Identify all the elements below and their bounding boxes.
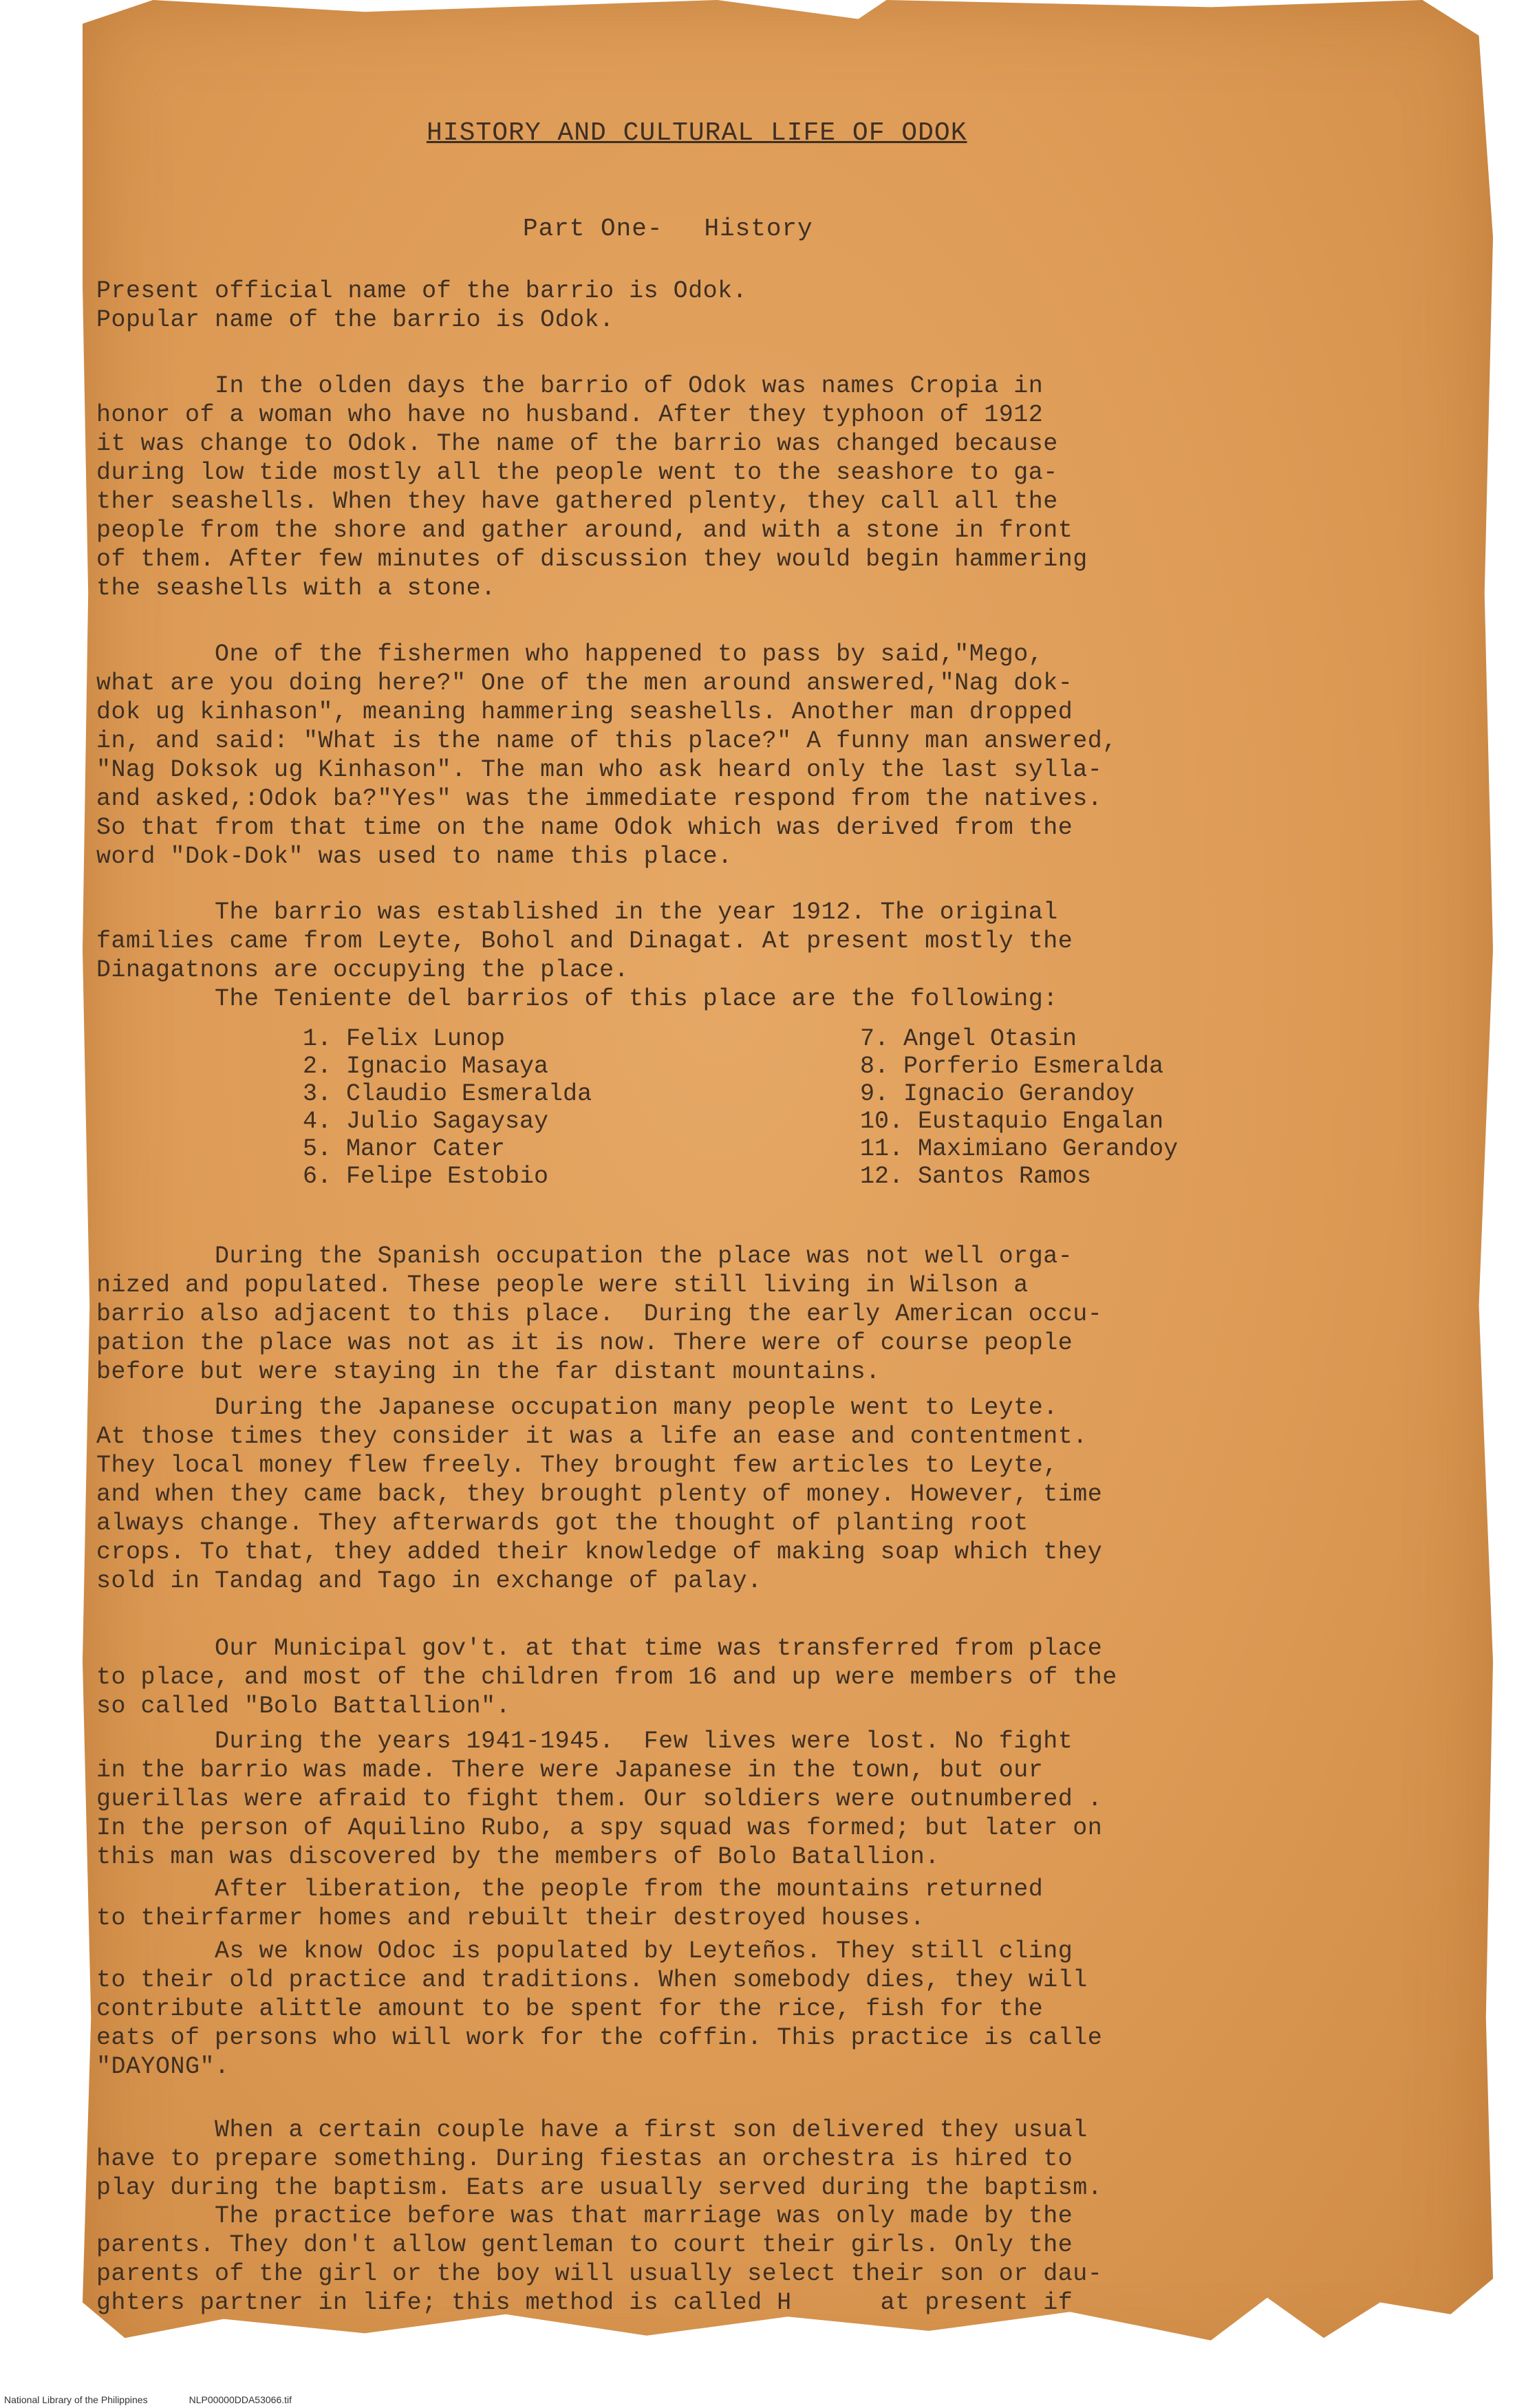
paragraph-marriage: The practice before was that marriage was only made by the parents. They don't allow gentleman to court their girls. Only the parents of the girl or the boy will usually select their son or dau- ghters partner in life; this method is called H at present if (96, 2202, 1103, 2316)
footer-institution: National Library of the Philippines (4, 2394, 148, 2405)
barrio-name-lines: Present official name of the barrio is Odok. Popular name of the barrio is Odok. (96, 277, 748, 334)
document-title: HISTORY AND CULTURAL LIFE OF ODOK (427, 118, 967, 148)
subtitle-name: History (704, 215, 813, 243)
scan-footer (4, 2394, 292, 2405)
paragraph-municipal-government: Our Municipal gov't. at that time was transferred from place to place, and most of the children from 16 and up were members of the so called "Bolo Battallion". (96, 1635, 1117, 1720)
paragraph-established: The barrio was established in the year 1912. The original families came from Leyte, Bohol and Dinagat. At present mostly the Dinagatnons are occupying the place. The Teniente del barrios of this place are the following: (96, 899, 1073, 1013)
list-item: 11. Maximiano Gerandoy (860, 1135, 1179, 1163)
paragraph-baptism: When a certain couple have a first son delivered they usual have to prepare something. During fiestas an orchestra is hired to play during the baptism. Eats are usually served during the baptism. (96, 2116, 1103, 2202)
tenientes-list-left (303, 1025, 826, 1190)
list-item: 3. Claudio Esmeralda (303, 1080, 592, 1108)
paragraph-spanish-occupation: During the Spanish occupation the place was not well orga- nized and populated. These people were still living in Wilson a barrio also adjacent to this place. During the early American occu- pation the place was not as it is now. There were of course people before but were staying in the far distant mountains. (96, 1243, 1103, 1386)
list-item: 6. Felipe Estobio (303, 1163, 549, 1190)
paragraph-japanese-occupation: During the Japanese occupation many people went to Leyte. At those times they consider it was a life an ease and contentment. They local money flew freely. They brought few articles to Leyte, and when they came back, they brought plenty of money. However, time always change. They afterwards got the thought of planting root crops. To that, they added their knowledge of making soap which they sold in Tandag and Tago in exchange of palay. (96, 1394, 1103, 1595)
paragraph-fisherman: One of the fishermen who happened to pass by said,"Mego, what are you doing here?" One of the men around answered,"Nag dok- dok ug kinhason", meaning hammering seashells. Another man dropped in, and said: "What is the name of this place?" A funny man answered, "Nag Doksok ug Kinhason". The man who ask heard only the last sylla- and asked,:Odok ba?"Yes" was the immediate respond from the natives. So that from that time on the name Odok which was derived from the word "Dok-Dok" was used to name this place. (96, 641, 1117, 870)
list-item: 4. Julio Sagaysay (303, 1108, 549, 1135)
subtitle-part: Part One- (523, 215, 663, 243)
list-item: 7. Angel Otasin (860, 1025, 1077, 1053)
list-item: 9. Ignacio Gerandoy (860, 1080, 1135, 1108)
paragraph-dayong-tradition: As we know Odoc is populated by Leyteños. They still cling to their old practice and traditions. When somebody dies, they will contribute alittle amount to be spent for the rice, fish for the eats of persons who will work for the coffin. This practice is calle "DAYONG". (96, 1937, 1103, 2081)
list-item: 1. Felix Lunop (303, 1025, 506, 1053)
list-item: 8. Porferio Esmeralda (860, 1053, 1164, 1080)
list-item: 5. Manor Cater (303, 1135, 506, 1163)
list-item: 2. Ignacio Masaya (303, 1053, 549, 1080)
list-item: 12. Santos Ramos (860, 1163, 1092, 1190)
tenientes-list-right (860, 1025, 1410, 1190)
paragraph-origin: In the olden days the barrio of Odok was names Cropia in honor of a woman who have no husband. After they typhoon of 1912 it was change to Odok. The name of the barrio was changed because during low tide mostly all the people went to the seashore to ga- ther seashells. When they have gathered plenty, they call all the people from the shore and gather around, and with a stone in front of them. After few minutes of discussion they would begin hammering the seashells with a stone. (96, 372, 1088, 602)
list-item: 10. Eustaquio Engalan (860, 1108, 1164, 1135)
paragraph-war-years: During the years 1941-1945. Few lives were lost. No fight in the barrio was made. There were Japanese in the town, but our guerillas were afraid to fight them. Our soldiers were outnumbered . In the person of Aquilino Rubo, a spy squad was formed; but later on this man was discovered by the members of Bolo Batallion. (96, 1728, 1103, 1871)
paragraph-liberation: After liberation, the people from the mountains returned to theirfarmer homes and rebuilt their destroyed houses. (96, 1875, 1044, 1932)
footer-filename: NLP00000DDA53066.tif (189, 2394, 292, 2405)
document-subtitle (523, 215, 813, 243)
